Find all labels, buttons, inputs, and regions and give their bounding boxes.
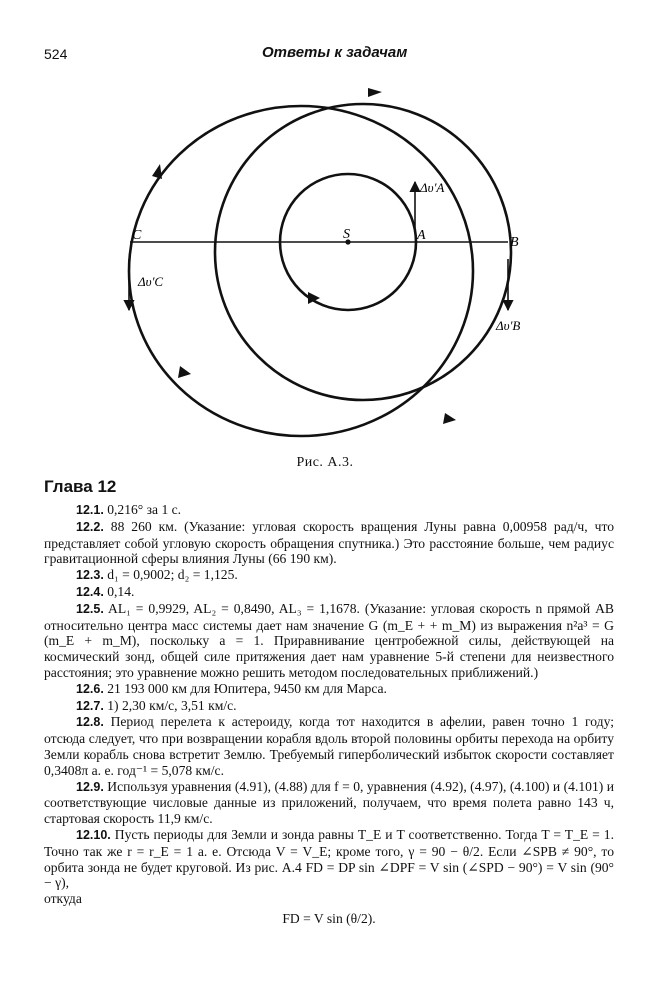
tail-text: откуда	[44, 891, 82, 907]
answer-item: 12.3. d₁ = 0,9002; d₂ = 1,125.	[76, 567, 238, 583]
running-title: Ответы к задачам	[262, 44, 408, 61]
answer-item: 12.1. 0,216° за 1 с.	[76, 502, 182, 517]
page-number: 524	[44, 46, 68, 62]
figure-caption: Рис. А.3.	[296, 455, 354, 470]
label-b: B	[510, 235, 519, 250]
final-formula: FD = V sin (θ/2).	[282, 910, 376, 926]
arrowhead-bottom	[178, 366, 191, 378]
outer-orbit	[215, 104, 511, 400]
arrowhead-top	[368, 88, 382, 97]
label-dv-c: Δυ'C	[138, 274, 164, 289]
chapter-title: Глава 12	[44, 477, 117, 496]
arrowhead-right	[443, 413, 456, 424]
page-header	[44, 44, 614, 66]
label-dv-b: Δυ'B	[496, 318, 521, 333]
answer-item: 12.10. Пусть периоды для Земли и зонда равны T_E и T соответственно. Тогда T = T_E = 1. Точно так же r = r_E = 1 а. е. Отсюда V = V_E; кроме того, γ = 90 − θ/2. Если ∠SPB ≠ 90°, то орбита зонда не будет круговой. Из рис. А.4 FD = DP sin ∠DPF = V sin (∠SPD − 90°) = V sin (90° − γ),	[44, 826, 614, 891]
label-s: S	[343, 227, 350, 242]
arrowhead-left	[152, 164, 162, 179]
answer-item: 12.9. Используя уравнения (4.91), (4.88) для f = 0, уравнения (4.92), (4.97), (4.100) и (4.101) и соответствующие числовые данные из приложений, получаем, что время полета равно 143 ч, стартовая скорость 11,9 км/с.	[44, 778, 614, 827]
answer-item: 12.8. Период перелета к астероиду, когда тот находится в афелии, равен точно 1 году; отсюда следует, что при возвращении корабля вдоль второй половины орбиты перехода на орбиту Земли корабль снова встретит Землю. Требуемый гиперболический избыток скорости составляет 0,3408π а. е. год⁻¹ = 5,078 км/с.	[44, 714, 614, 778]
label-a: A	[417, 228, 426, 243]
answer-item: 12.6. 21 193 000 км для Юпитера, 9450 км для Марса.	[76, 680, 387, 696]
answer-item: 12.2. 88 260 км. (Указание: угловая скорость вращения Луны равна 0,00958 рад/ч, что представляет собой угловую скорость обращения спутника.) Это расстояние больше, чем радиус гравитационной сферы влияния Луны (66 190 км).	[44, 518, 614, 567]
answers-list	[44, 502, 614, 927]
label-dv-a: Δυ'A	[420, 180, 445, 195]
answer-item: 12.5. AL₁ = 0,9929, AL₂ = 0,8490, AL₃ = 1,1678. (Указание: угловая скорость n прямой AB относительно центра масс системы дает нам значение G (m_E + + m_M) из выражения n²a³ = G (m_E + m_M), поскольку a = 1. Приравнивание центробежной силы, действующей на космический зонд, общей силе притяжения дает нам уравнение 5-й степени для неизвестного расстояния; это уравнение можно решить методом последовательных приближений.)	[44, 600, 614, 680]
answer-item: 12.7. 1) 2,30 км/с, 3,51 км/с.	[76, 697, 237, 713]
orbit-figure	[110, 74, 540, 454]
label-c: C	[132, 228, 142, 243]
answer-item: 12.4. 0,14.	[76, 583, 135, 599]
